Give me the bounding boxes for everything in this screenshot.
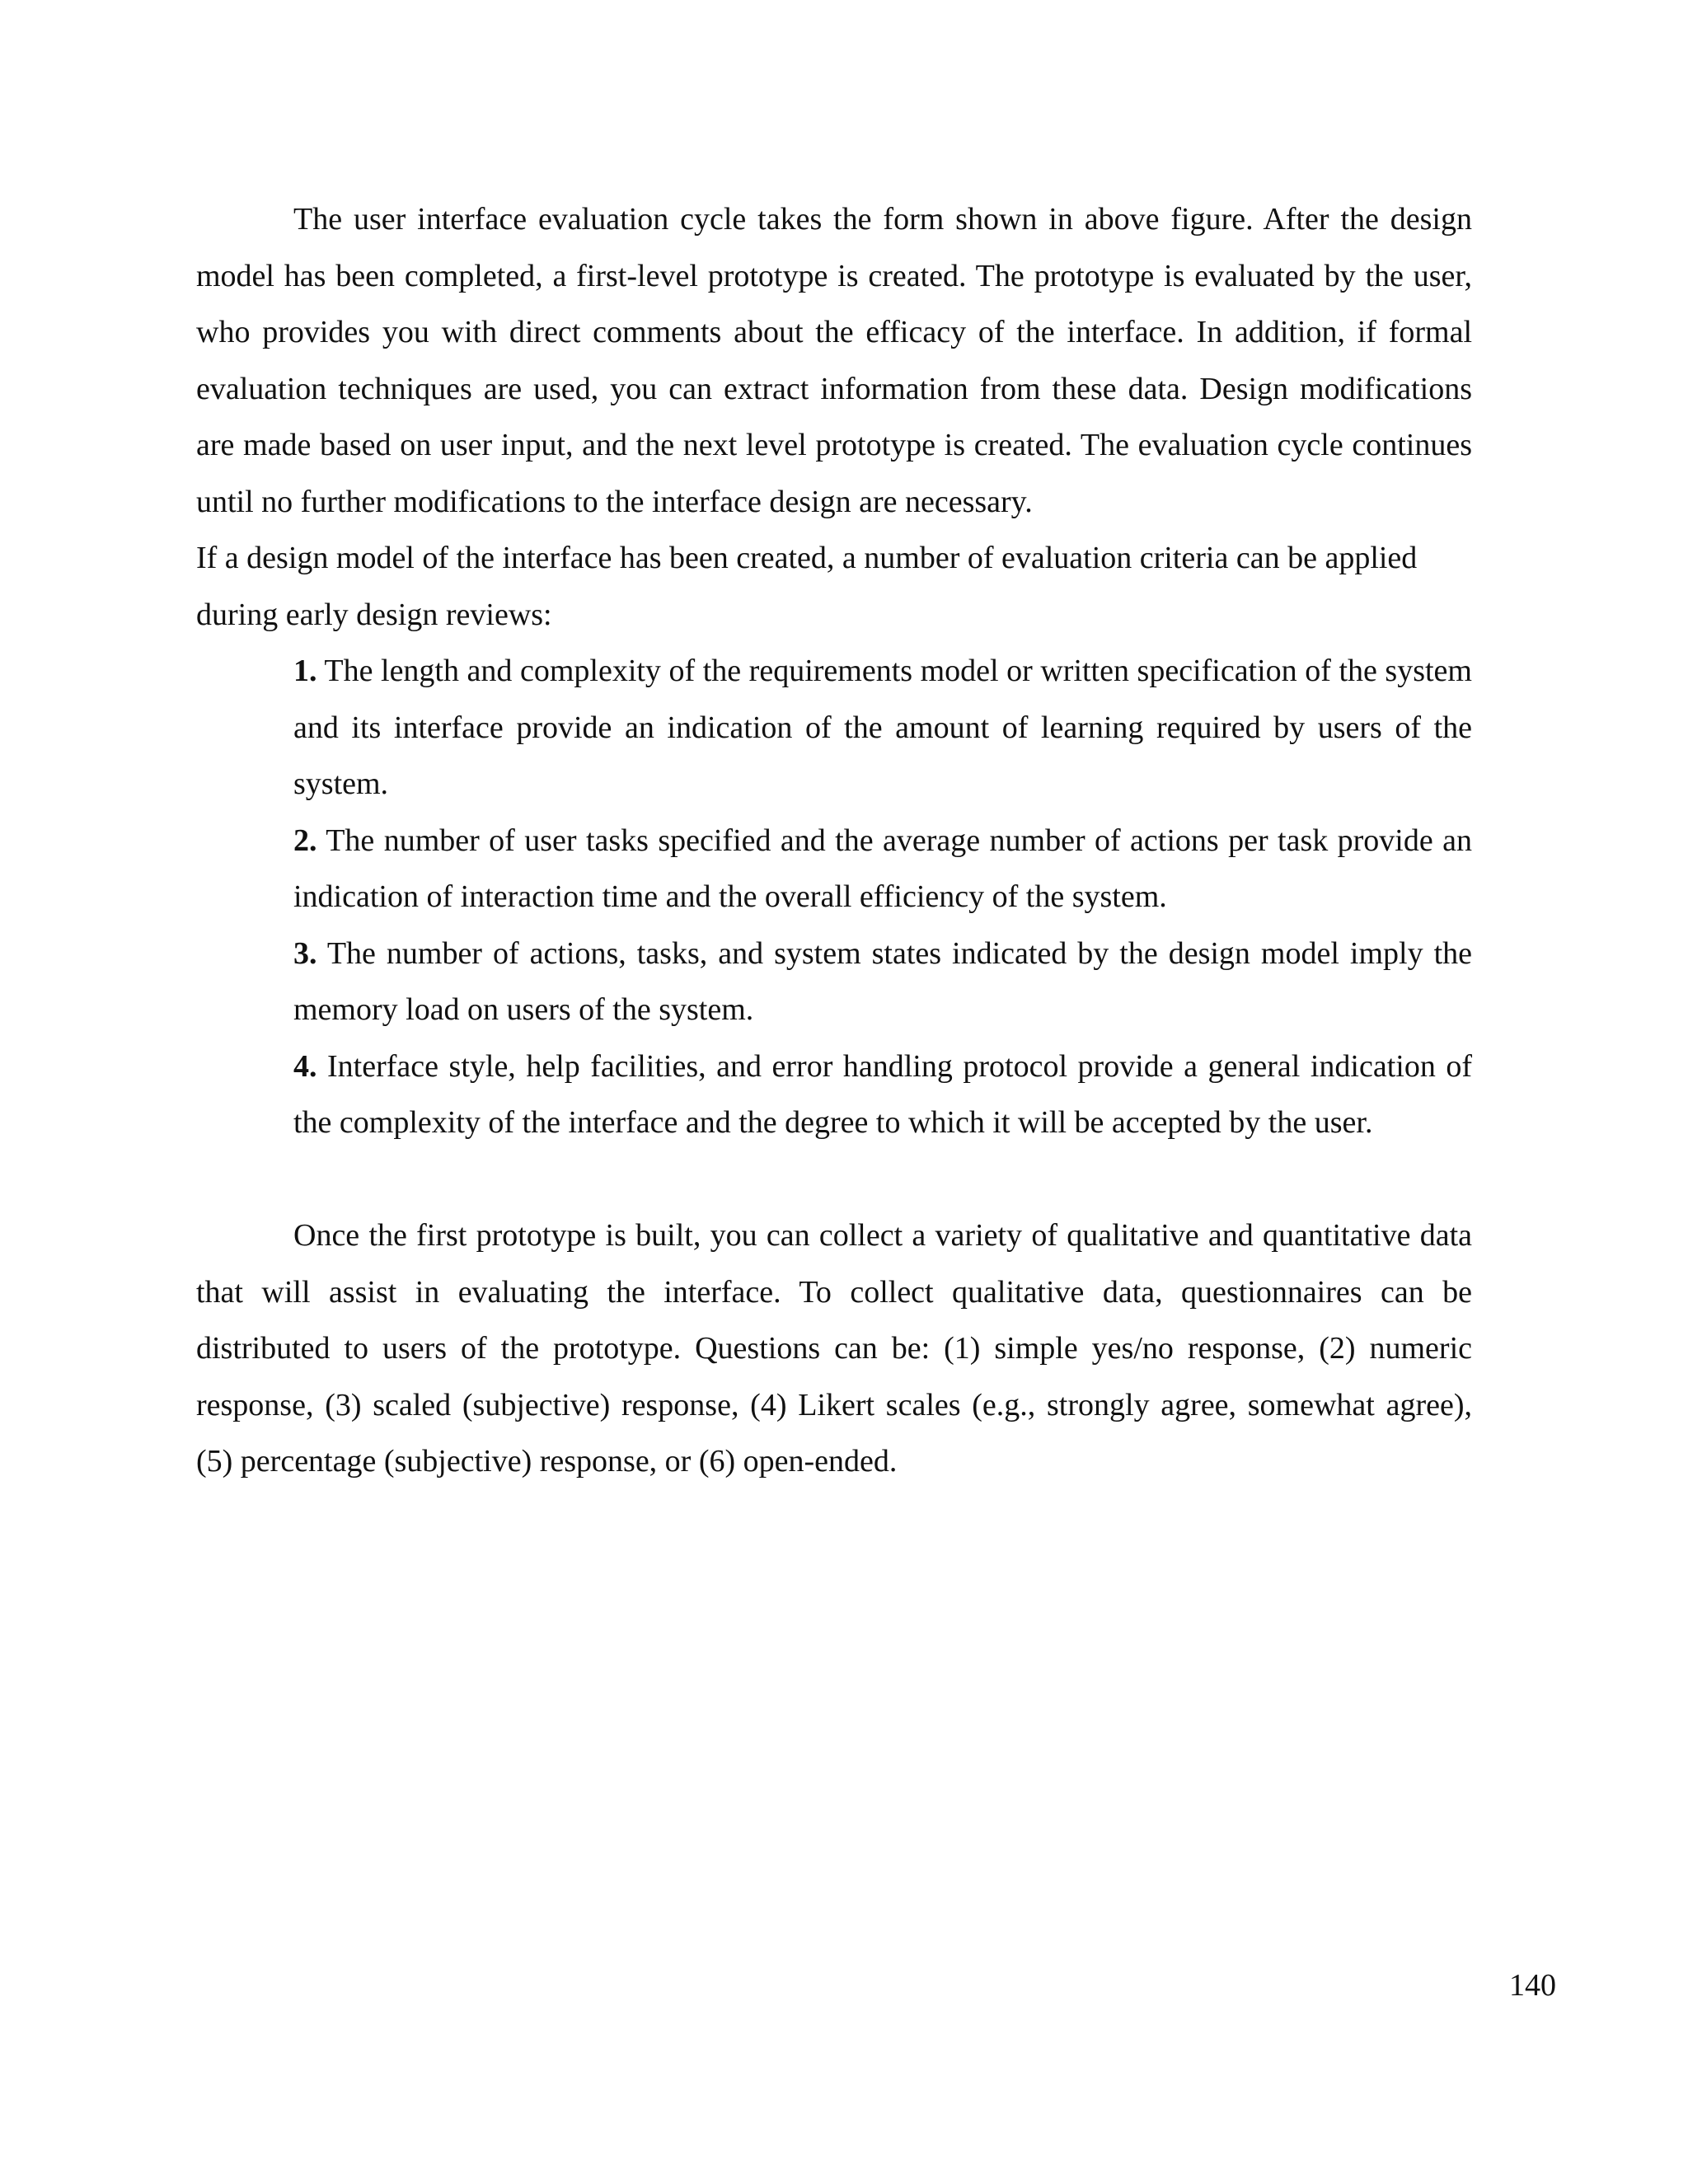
criteria-item bbox=[293, 643, 1472, 813]
page-number: 140 bbox=[1509, 1968, 1556, 2003]
criteria-item bbox=[293, 1038, 1472, 1151]
paragraph-spacer bbox=[196, 1151, 1472, 1208]
evaluation-criteria-list bbox=[293, 643, 1472, 1151]
body-text bbox=[196, 191, 1472, 1490]
criteria-item bbox=[293, 926, 1472, 1038]
criteria-item-text: The length and complexity of the requirements model or written specification of the system and its interface provide an indication of the amount of learning required by users of the system. bbox=[293, 654, 1472, 801]
criteria-item-number: 2. bbox=[293, 823, 317, 858]
qualitative-data-paragraph: Once the first prototype is built, you can collect a variety of qualitative and quantitative data that will assist in evaluating the interface. To collect qualitative data, questionnaires can be distributed to users of the prototype. Questions can be: (1) simple yes/no response, (2) numeric response, (3) scaled (subjective) response, (4) Likert scales (e.g., strongly agree, somewhat agree), (5) percentage (subjective) response, or (6) open-ended. bbox=[196, 1218, 1472, 1479]
criteria-item-text: The number of actions, tasks, and system states indicated by the design model imply the memory load on users of the system. bbox=[293, 935, 1472, 1027]
criteria-item-number: 1. bbox=[293, 654, 317, 688]
criteria-item bbox=[293, 813, 1472, 926]
criteria-item-number: 3. bbox=[293, 935, 317, 971]
criteria-intro-paragraph: If a design model of the interface has been created, a number of evaluation criteria can be applied during early design reviews: bbox=[196, 541, 1418, 632]
criteria-item-text: Interface style, help facilities, and error handling protocol provide a general indication of the complexity of the interface and the degree to which it will be accepted by the user. bbox=[293, 1048, 1472, 1140]
intro-paragraph: The user interface evaluation cycle takes the form shown in above figure. After the design model has been completed, a first-level prototype is created. The prototype is evaluated by the user, who provides you with direct comments about the efficacy of the interface. In addition, if formal evaluation techniques are used, you can extract information from these data. Design modifications are made based on user input, and the next level prototype is created. The evaluation cycle continues until no further modifications to the interface design are necessary. bbox=[196, 202, 1472, 519]
criteria-item-text: The number of user tasks specified and the average number of actions per task provide an indication of interaction time and the overall efficiency of the system. bbox=[293, 823, 1472, 914]
criteria-item-number: 4. bbox=[293, 1048, 317, 1084]
